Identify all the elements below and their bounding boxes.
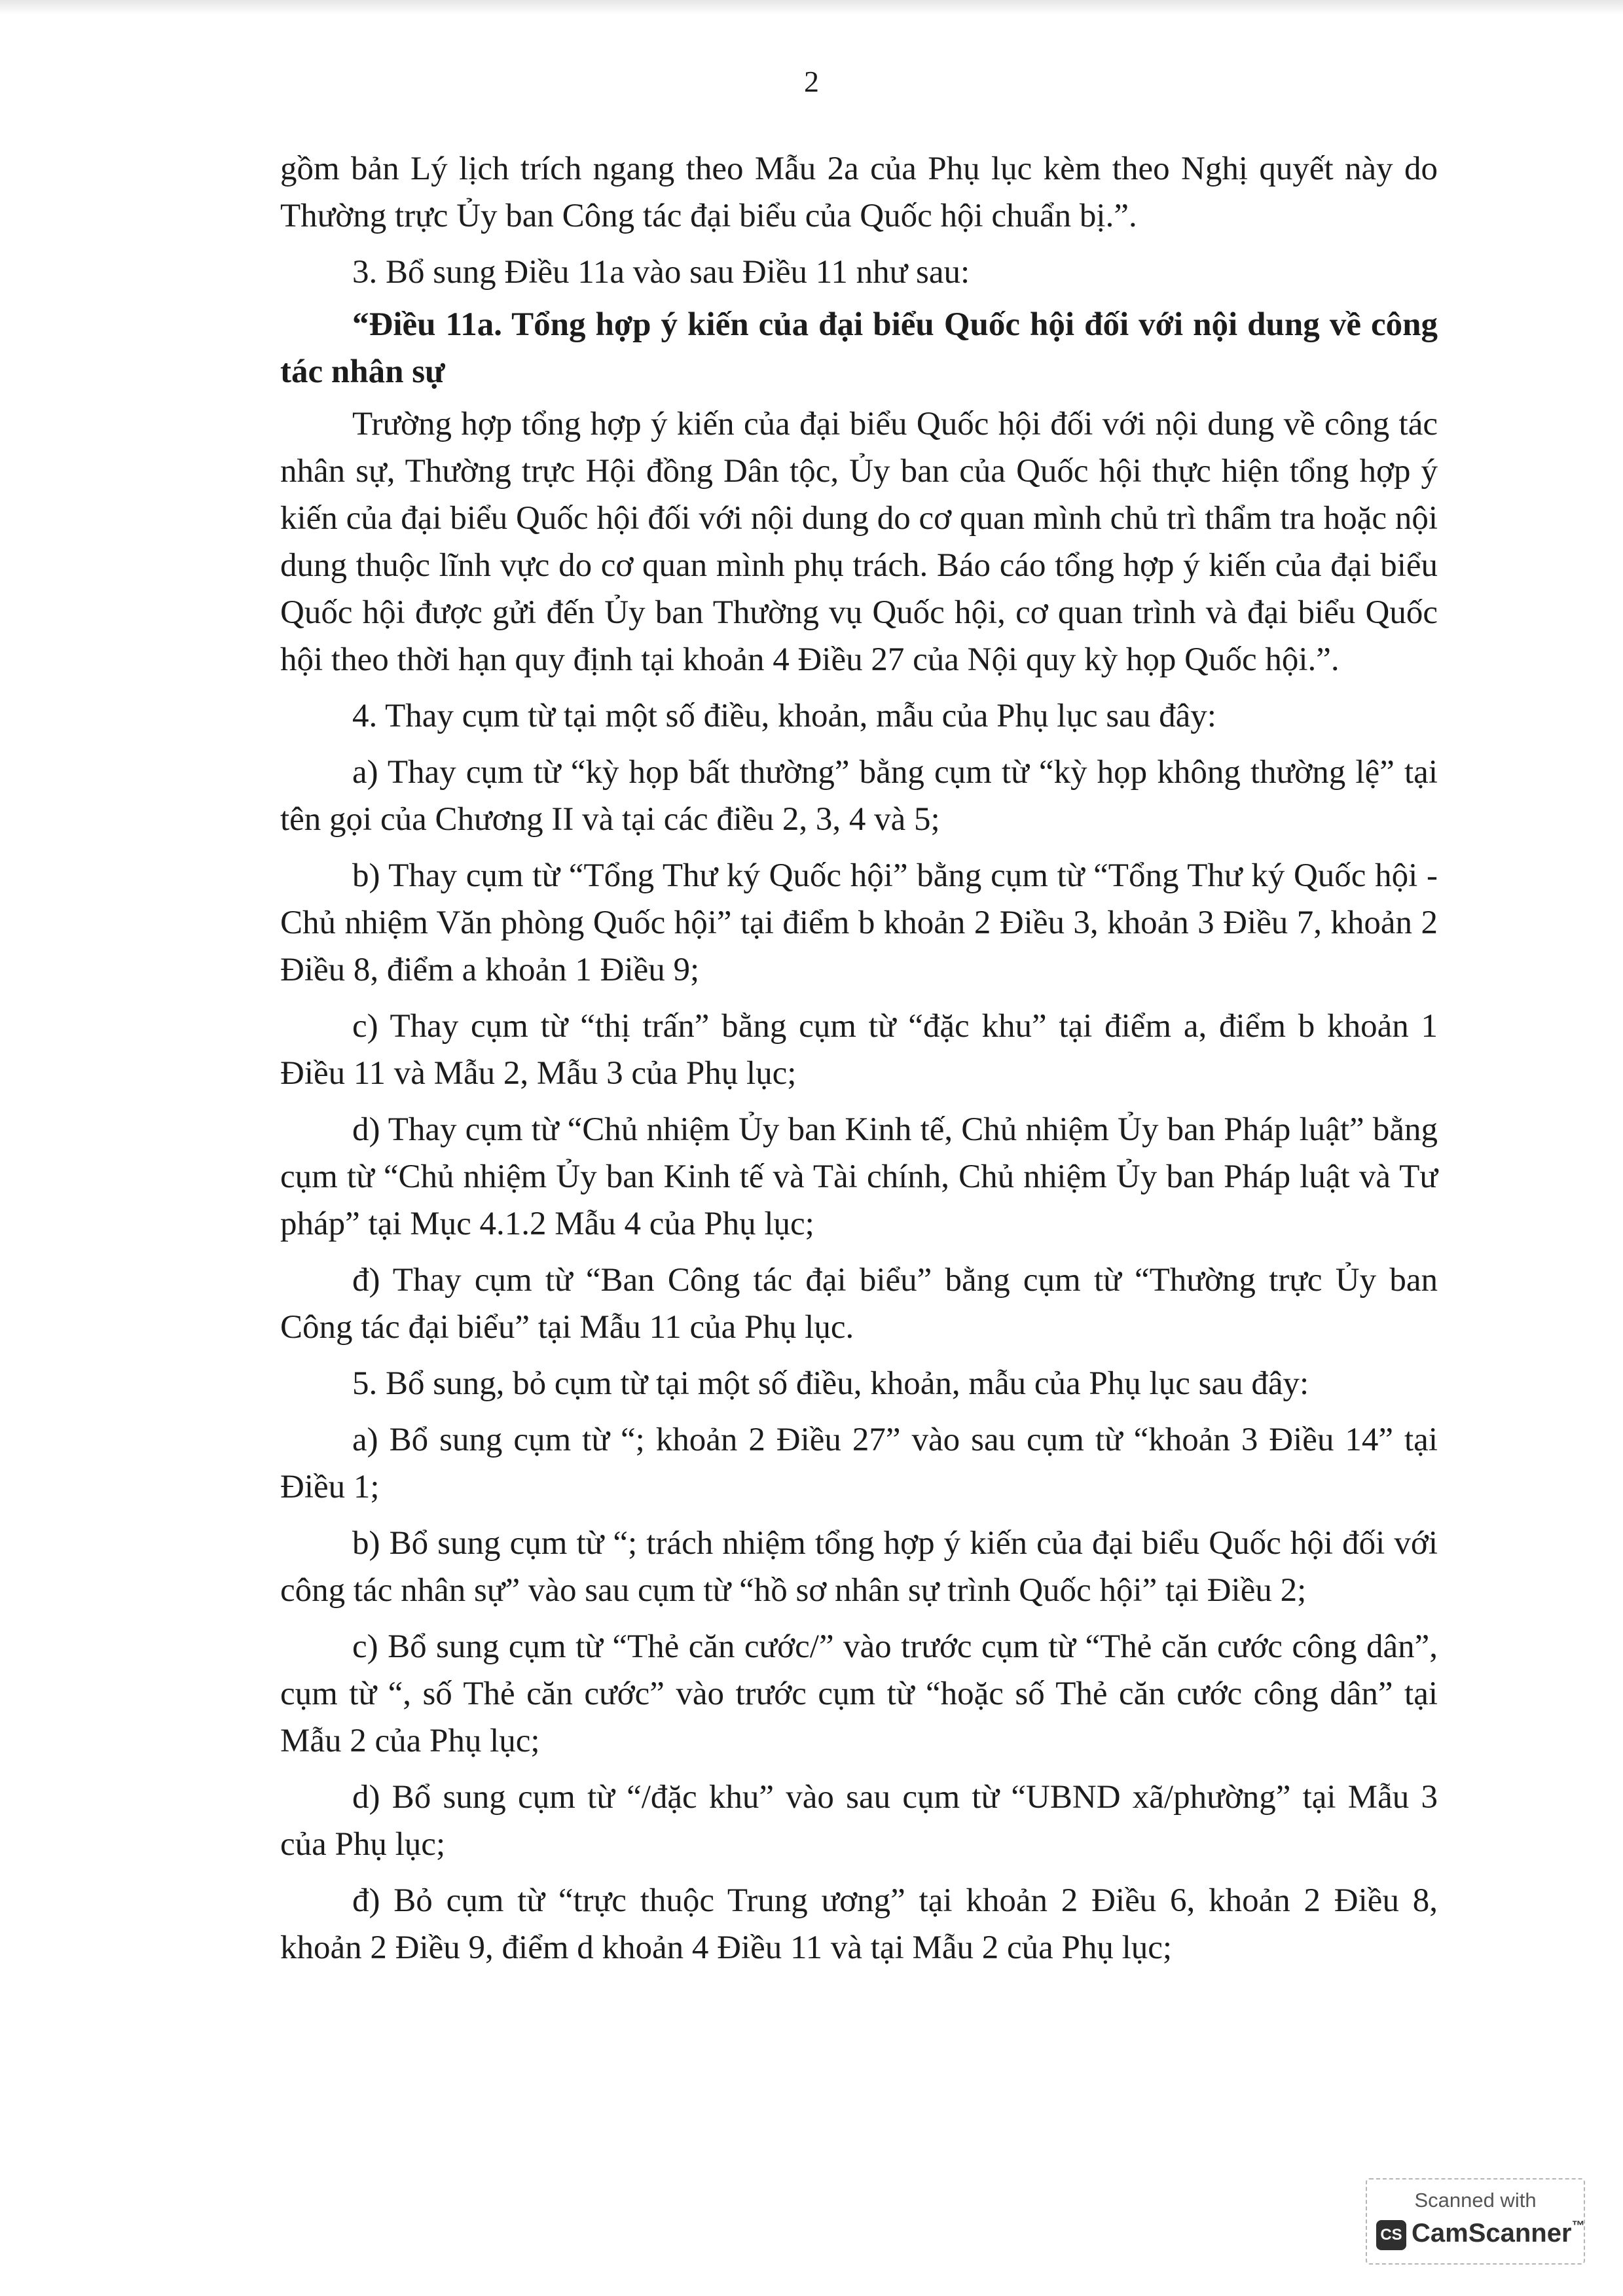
paragraph-item-4a: a) Thay cụm từ “kỳ họp bất thường” bằng cụm từ “kỳ họp không thường lệ” tại tên gọi của Chương II và tại các điều 2, 3, 4 và 5; [280, 754, 1438, 838]
article-11a-heading: “Điều 11a. Tổng hợp ý kiến của đại biểu Quốc hội đối với nội dung về công tác nhân sự [280, 306, 1438, 390]
paragraph-item-3: 3. Bổ sung Điều 11a vào sau Điều 11 như sau: [352, 254, 970, 291]
paragraph-item-4d: d) Thay cụm từ “Chủ nhiệm Ủy ban Kinh tế, Chủ nhiệm Ủy ban Pháp luật” bằng cụm từ “Chủ nhiệm Ủy ban Kinh tế và Tài chính, Chủ nhiệm Ủy ban Pháp luật và Tư pháp” tại Mục 4.1.2 Mẫu 4 của Phụ lục; [280, 1111, 1438, 1242]
article-11a-body: Trường hợp tổng hợp ý kiến của đại biểu Quốc hội đối với nội dung về công tác nhân sự, Thường trực Hội đồng Dân tộc, Ủy ban của Quốc hội thực hiện tổng hợp ý kiến của đại biểu Quốc hội đối với nội dung do cơ quan mình chủ trì thẩm tra hoặc nội dung thuộc lĩnh vực do cơ quan mình phụ trách. Báo cáo tổng hợp ý kiến của đại biểu Quốc hội được gửi đến Ủy ban Thường vụ Quốc hội, cơ quan trình và đại biểu Quốc hội theo thời hạn quy định tại khoản 4 Điều 27 của Nội quy kỳ họp Quốc hội.”. [280, 406, 1438, 678]
paragraph-item-5: 5. Bổ sung, bỏ cụm từ tại một số điều, khoản, mẫu của Phụ lục sau đây: [352, 1365, 1309, 1402]
camscanner-logo-icon: CS [1376, 2220, 1406, 2250]
watermark-brand [1412, 2219, 1585, 2248]
paragraph-item-4dd: đ) Thay cụm từ “Ban Công tác đại biểu” bằng cụm từ “Thường trực Ủy ban Công tác đại biểu” tại Mẫu 11 của Phụ lục. [280, 1262, 1438, 1346]
page-number: 2 [804, 65, 819, 98]
document-body [280, 145, 1438, 1981]
watermark-trademark: ™ [1571, 2219, 1585, 2233]
paragraph-continuation: gồm bản Lý lịch trích ngang theo Mẫu 2a của Phụ lục kèm theo Nghị quyết này do Thường trực Ủy ban Công tác đại biểu của Quốc hội chuẩn bị.”. [280, 151, 1438, 234]
paragraph-item-5d: d) Bổ sung cụm từ “/đặc khu” vào sau cụm từ “UBND xã/phường” tại Mẫu 3 của Phụ lục; [280, 1779, 1438, 1863]
paragraph-item-4: 4. Thay cụm từ tại một số điều, khoản, mẫu của Phụ lục sau đây: [352, 698, 1216, 734]
watermark-caption: Scanned with [1414, 2189, 1537, 2212]
paragraph-item-4b: b) Thay cụm từ “Tổng Thư ký Quốc hội” bằng cụm từ “Tổng Thư ký Quốc hội - Chủ nhiệm Văn phòng Quốc hội” tại điểm b khoản 2 Điều 3, khoản 3 Điều 7, khoản 2 Điều 8, điểm a khoản 1 Điều 9; [280, 857, 1438, 988]
scan-top-edge [0, 0, 1623, 14]
watermark-brand-text: CamScanner [1412, 2219, 1572, 2248]
paragraph-item-5b: b) Bổ sung cụm từ “; trách nhiệm tổng hợp ý kiến của đại biểu Quốc hội đối với công tác nhân sự” vào sau cụm từ “hồ sơ nhân sự trình Quốc hội” tại Điều 2; [280, 1525, 1438, 1609]
paragraph-item-4c: c) Thay cụm từ “thị trấn” bằng cụm từ “đặc khu” tại điểm a, điểm b khoản 1 Điều 11 và Mẫu 2, Mẫu 3 của Phụ lục; [280, 1008, 1438, 1092]
paragraph-item-5dd: đ) Bỏ cụm từ “trực thuộc Trung ương” tại khoản 2 Điều 6, khoản 2 Điều 8, khoản 2 Điều 9, điểm d khoản 4 Điều 11 và tại Mẫu 2 của Phụ lục; [280, 1882, 1438, 1966]
paragraph-item-5c: c) Bổ sung cụm từ “Thẻ căn cước/” vào trước cụm từ “Thẻ căn cước công dân”, cụm từ “, số Thẻ căn cước” vào trước cụm từ “hoặc số Thẻ căn cước công dân” tại Mẫu 2 của Phụ lục; [280, 1628, 1438, 1759]
paragraph-item-5a: a) Bổ sung cụm từ “; khoản 2 Điều 27” vào sau cụm từ “khoản 3 Điều 14” tại Điều 1; [280, 1422, 1438, 1505]
camscanner-watermark [1366, 2178, 1585, 2265]
